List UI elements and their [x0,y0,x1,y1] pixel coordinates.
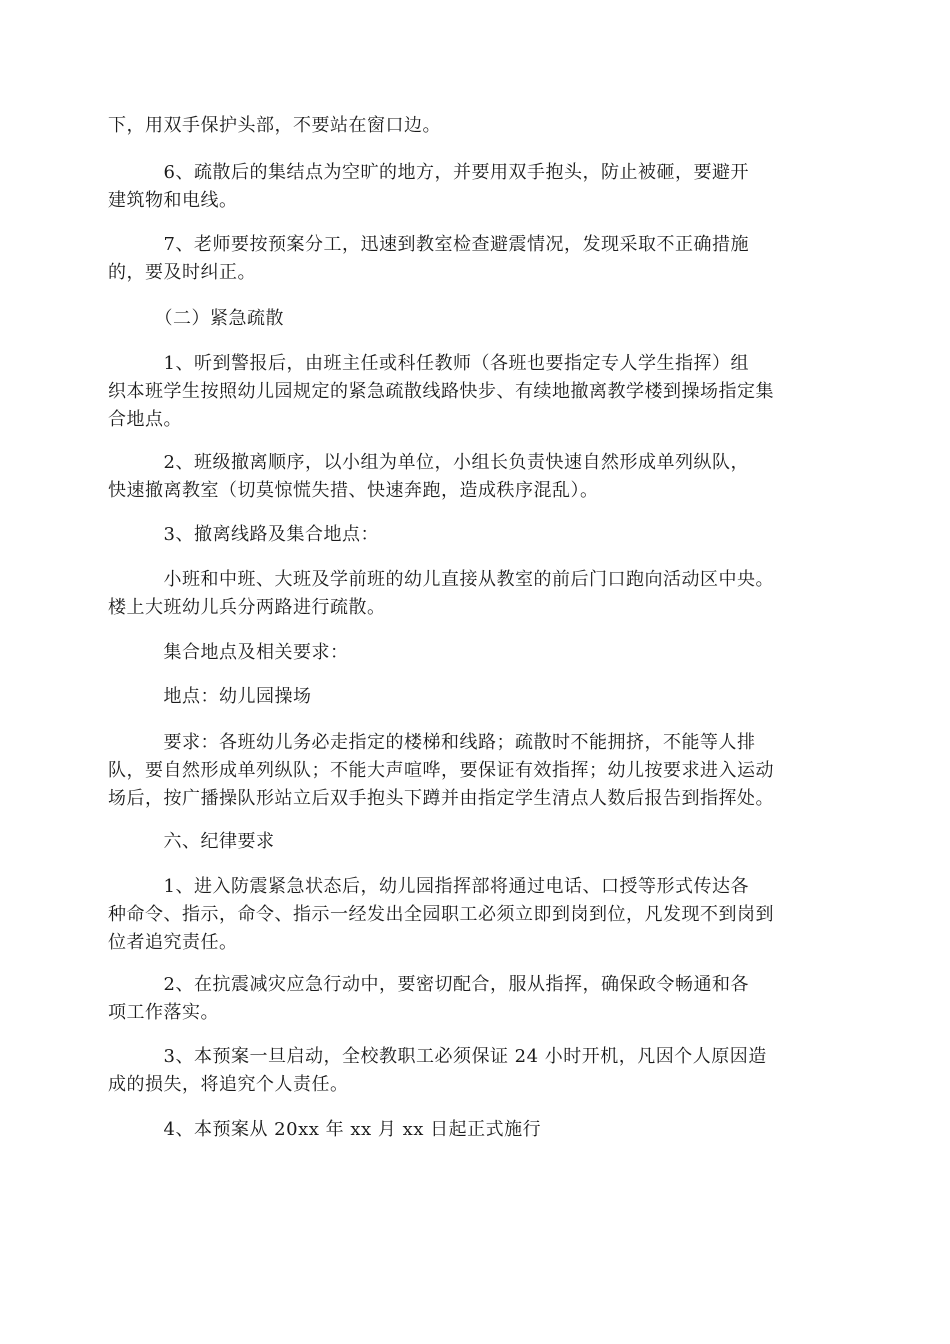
paragraph-line: 1、听到警报后，由班主任或科任教师（各班也要指定专人学生指挥）组 [108,353,749,374]
paragraph-line: 建筑物和电线。 [108,190,238,211]
paragraph-route [108,566,848,622]
paragraph-line: 集合地点及相关要求： [108,642,349,663]
paragraph-discipline-4 [108,1116,848,1144]
paragraph-line: 队，要自然形成单列纵队；不能大声喧哗，要保证有效指挥；幼儿按要求进入运动 [108,760,774,781]
paragraph-line: 2、班级撤离顺序，以小组为单位，小组长负责快速自然形成单列纵队， [108,452,749,473]
paragraph-evac-2 [108,449,848,505]
paragraph-line: （二）紧急疏散 [108,308,284,329]
paragraph-line: 小班和中班、大班及学前班的幼儿直接从教室的前后门口跑向活动区中央。 [108,569,774,590]
paragraph-line: 场后，按广播操队形站立后双手抱头下蹲并由指定学生清点人数后报告到指挥处。 [108,788,774,809]
paragraph-line: 1、进入防震紧急状态后，幼儿园指挥部将通过电话、口授等形式传达各 [108,876,749,897]
paragraph-assembly-requirements [108,639,848,667]
paragraph-line: 合地点。 [108,409,182,430]
paragraph-line: 快速撤离教室（切莫惊慌失措、快速奔跑，造成秩序混乱）。 [108,480,599,501]
paragraph-line: 织本班学生按照幼儿园规定的紧急疏散线路快步、有续地撤离教学楼到操场指定集 [108,381,774,402]
paragraph-protect-head [108,112,848,140]
paragraph-line: 项工作落实。 [108,1002,219,1023]
section-heading-emergency-evacuation [108,305,848,333]
paragraph-line: 7、老师要按预案分工，迅速到教室检查避震情况，发现采取不正确措施 [108,234,749,255]
paragraph-line: 要求：各班幼儿务必走指定的楼梯和线路；疏散时不能拥挤，不能等人排 [108,732,756,753]
paragraph-location [108,683,848,711]
paragraph-line: 4、本预案从 20xx 年 xx 月 xx 日起正式施行 [108,1119,542,1140]
paragraph-item-7 [108,231,848,287]
paragraph-line: 的，要及时纠正。 [108,262,256,283]
paragraph-line: 地点：幼儿园操场 [108,686,312,707]
paragraph-line: 楼上大班幼儿兵分两路进行疏散。 [108,597,386,618]
paragraph-line: 3、撤离线路及集合地点： [108,524,379,545]
paragraph-line: 下，用双手保护头部，不要站在窗口边。 [108,115,441,136]
paragraph-evac-1 [108,350,848,434]
paragraph-discipline-1 [108,873,848,957]
paragraph-line: 2、在抗震减灾应急行动中，要密切配合，服从指挥，确保政令畅通和各 [108,974,749,995]
paragraph-line: 六、纪律要求 [108,831,275,852]
paragraph-requirements [108,729,848,813]
paragraph-item-6 [108,159,848,215]
paragraph-line: 6、疏散后的集结点为空旷的地方，并要用双手抱头，防止被砸，要避开 [108,162,749,183]
paragraph-evac-3 [108,521,848,549]
paragraph-discipline-3 [108,1043,848,1099]
paragraph-line: 成的损失，将追究个人责任。 [108,1074,349,1095]
paragraph-discipline-2 [108,971,848,1027]
paragraph-line: 种命令、指示，命令、指示一经发出全园职工必须立即到岗到位，凡发现不到岗到 [108,904,774,925]
paragraph-line: 3、本预案一旦启动，全校教职工必须保证 24 小时开机，凡因个人原因造 [108,1046,767,1067]
section-heading-discipline [108,828,848,856]
paragraph-line: 位者追究责任。 [108,932,238,953]
